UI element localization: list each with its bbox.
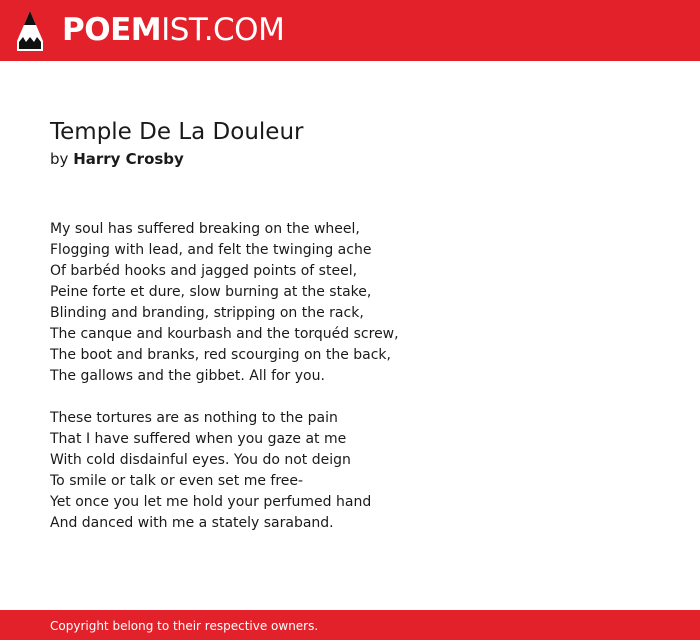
poem-line: Yet once you let me hold your perfumed hand <box>50 494 372 510</box>
logo-bold-text: POEM <box>62 12 162 48</box>
logo-light-text: IST.COM <box>161 12 285 48</box>
site-footer <box>0 610 700 640</box>
pencil-tip-icon <box>16 10 44 52</box>
poem-line: Flogging with lead, and felt the twinging ache <box>50 242 372 258</box>
poem-byline <box>50 148 184 170</box>
poem-line: Peine forte et dure, slow burning at the stake, <box>50 284 372 300</box>
poem-body <box>50 219 399 555</box>
poem-title: Temple De La Douleur <box>50 119 304 145</box>
copyright-text: Copyright belong to their respective owners. <box>50 619 319 633</box>
poem-line: Of barbéd hooks and jagged points of steel, <box>50 263 358 279</box>
poem-line: The gallows and the gibbet. All for you. <box>50 368 325 384</box>
poem-line: With cold disdainful eyes. You do not deign <box>50 452 351 468</box>
poem-stanza <box>50 408 399 534</box>
poem-line: The boot and branks, red scourging on the back, <box>50 347 391 363</box>
poem-author: Harry Crosby <box>73 150 184 168</box>
poem-line: That I have suffered when you gaze at me <box>50 431 347 447</box>
poem-line: These tortures are as nothing to the pain <box>50 410 338 426</box>
by-label: by <box>50 150 69 168</box>
poem-line: My soul has suffered breaking on the wheel, <box>50 221 360 237</box>
poem-line: The canque and kourbash and the torquéd screw, <box>50 326 399 342</box>
poem-line: To smile or talk or even set me free- <box>50 473 304 489</box>
poem-line: And danced with me a stately saraband. <box>50 515 334 531</box>
site-header <box>0 0 700 61</box>
site-logo[interactable] <box>62 12 284 48</box>
poem-line: Blinding and branding, stripping on the rack, <box>50 305 364 321</box>
poem-stanza <box>50 219 399 387</box>
